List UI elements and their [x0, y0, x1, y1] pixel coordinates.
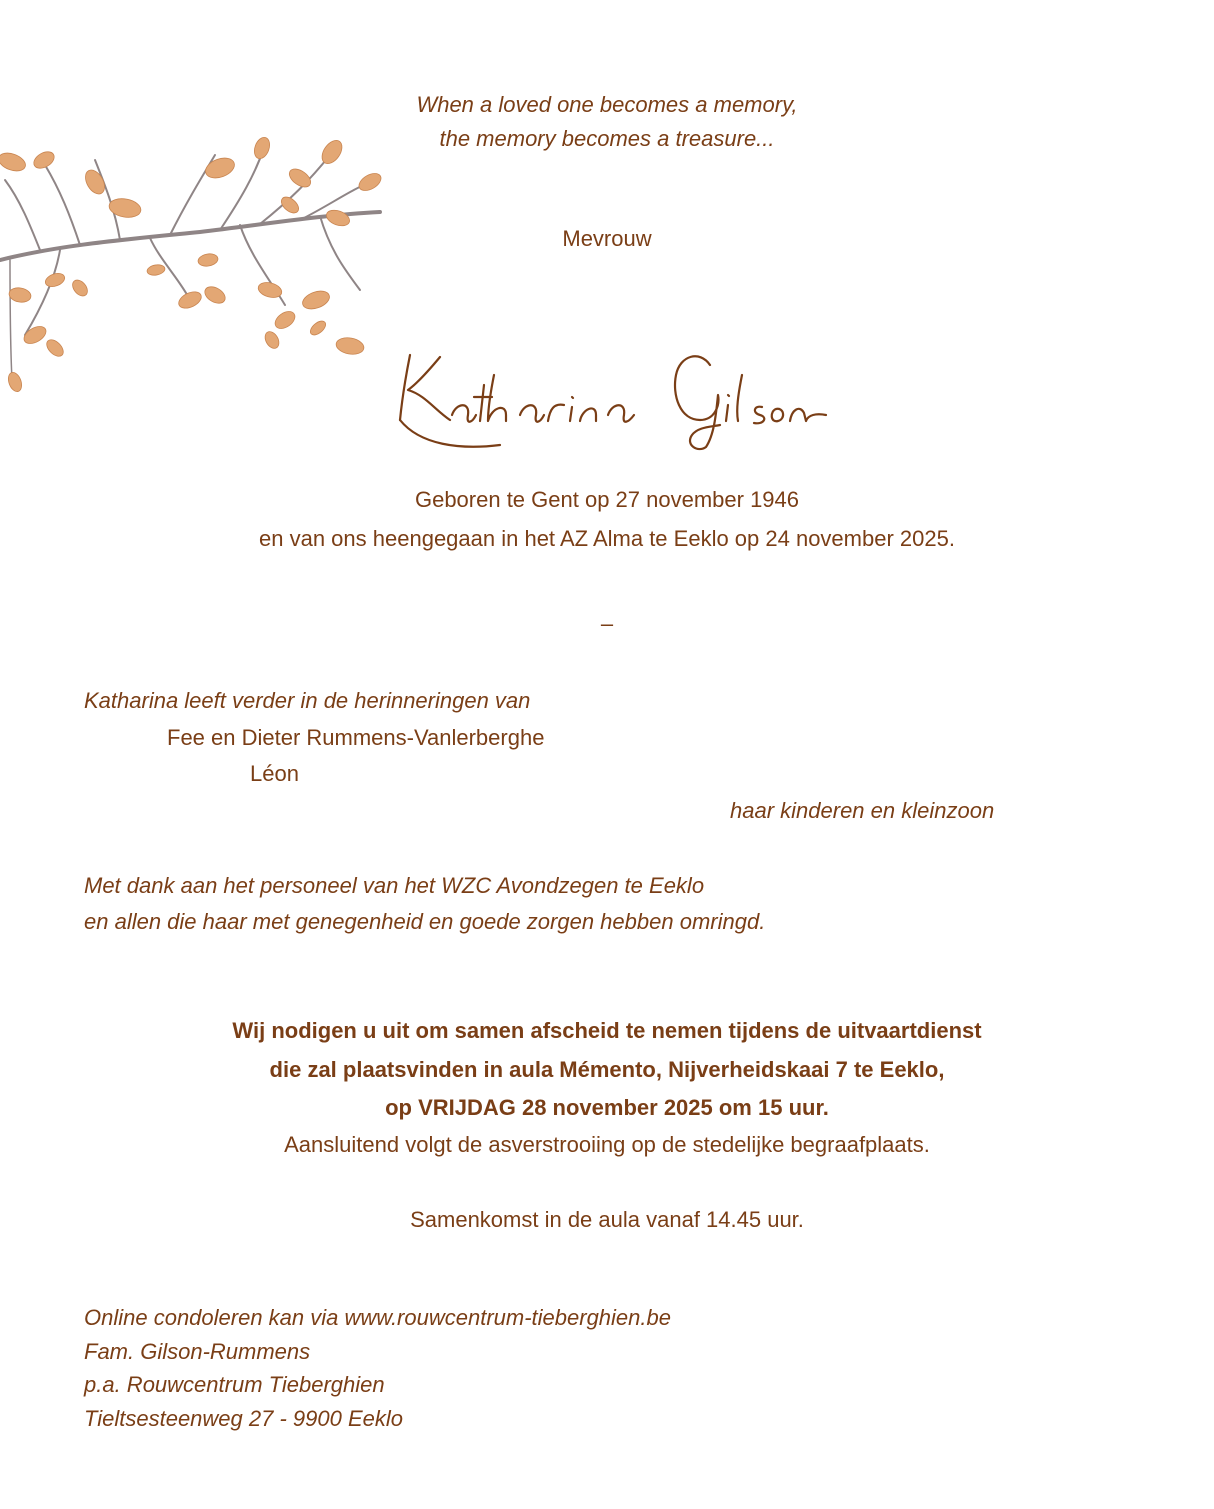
contact-family: Fam. Gilson-Rummens — [84, 1339, 311, 1364]
remembered-intro: Katharina leeft verder in de herinneringen van — [84, 688, 531, 713]
quote-line-1: When a loved one becomes a memory, — [416, 92, 798, 117]
contact-care-of: p.a. Rouwcentrum Tieberghien — [84, 1372, 385, 1397]
deceased-name: Katharina Gilson — [380, 454, 389, 455]
invitation-line-4: Aansluitend volgt de asverstrooiing op de stedelijke begraafplaats. — [284, 1132, 930, 1157]
remembered-name-2: Léon — [250, 761, 299, 786]
invitation-line-1: Wij nodigen u uit om samen afscheid te nemen tijdens de uitvaartdienst — [232, 1018, 982, 1043]
death-line: en van ons heengegaan in het AZ Alma te Eeklo op 24 november 2025. — [259, 526, 955, 551]
invitation-line-3: op VRIJDAG 28 november 2025 om 15 uur. — [385, 1095, 829, 1120]
gathering-time: Samenkomst in de aula vanaf 14.45 uur. — [410, 1207, 804, 1232]
contact-address: Tieltsesteenweg 27 - 9900 Eeklo — [84, 1406, 403, 1431]
autumn-branch-illustration — [0, 120, 400, 420]
contact-condolence: Online condoleren kan via www.rouwcentrum-tieberghien.be — [84, 1305, 671, 1330]
remembered-relation: haar kinderen en kleinzoon — [730, 798, 995, 823]
remembered-name-1: Fee en Dieter Rummens-Vanlerberghe — [167, 725, 545, 750]
divider: – — [600, 611, 614, 636]
quote-line-2: the memory becomes a treasure... — [439, 126, 775, 151]
invitation-line-2: die zal plaatsvinden in aula Mémento, Nijverheidskaai 7 te Eeklo, — [269, 1057, 945, 1082]
salutation: Mevrouw — [562, 226, 652, 251]
thanks-line-2: en allen die haar met genegenheid en goede zorgen hebben omringd. — [84, 909, 766, 934]
deceased-name-signature — [380, 335, 840, 455]
thanks-line-1: Met dank aan het personeel van het WZC Avondzegen te Eeklo — [84, 873, 705, 898]
birth-line: Geboren te Gent op 27 november 1946 — [414, 487, 800, 512]
